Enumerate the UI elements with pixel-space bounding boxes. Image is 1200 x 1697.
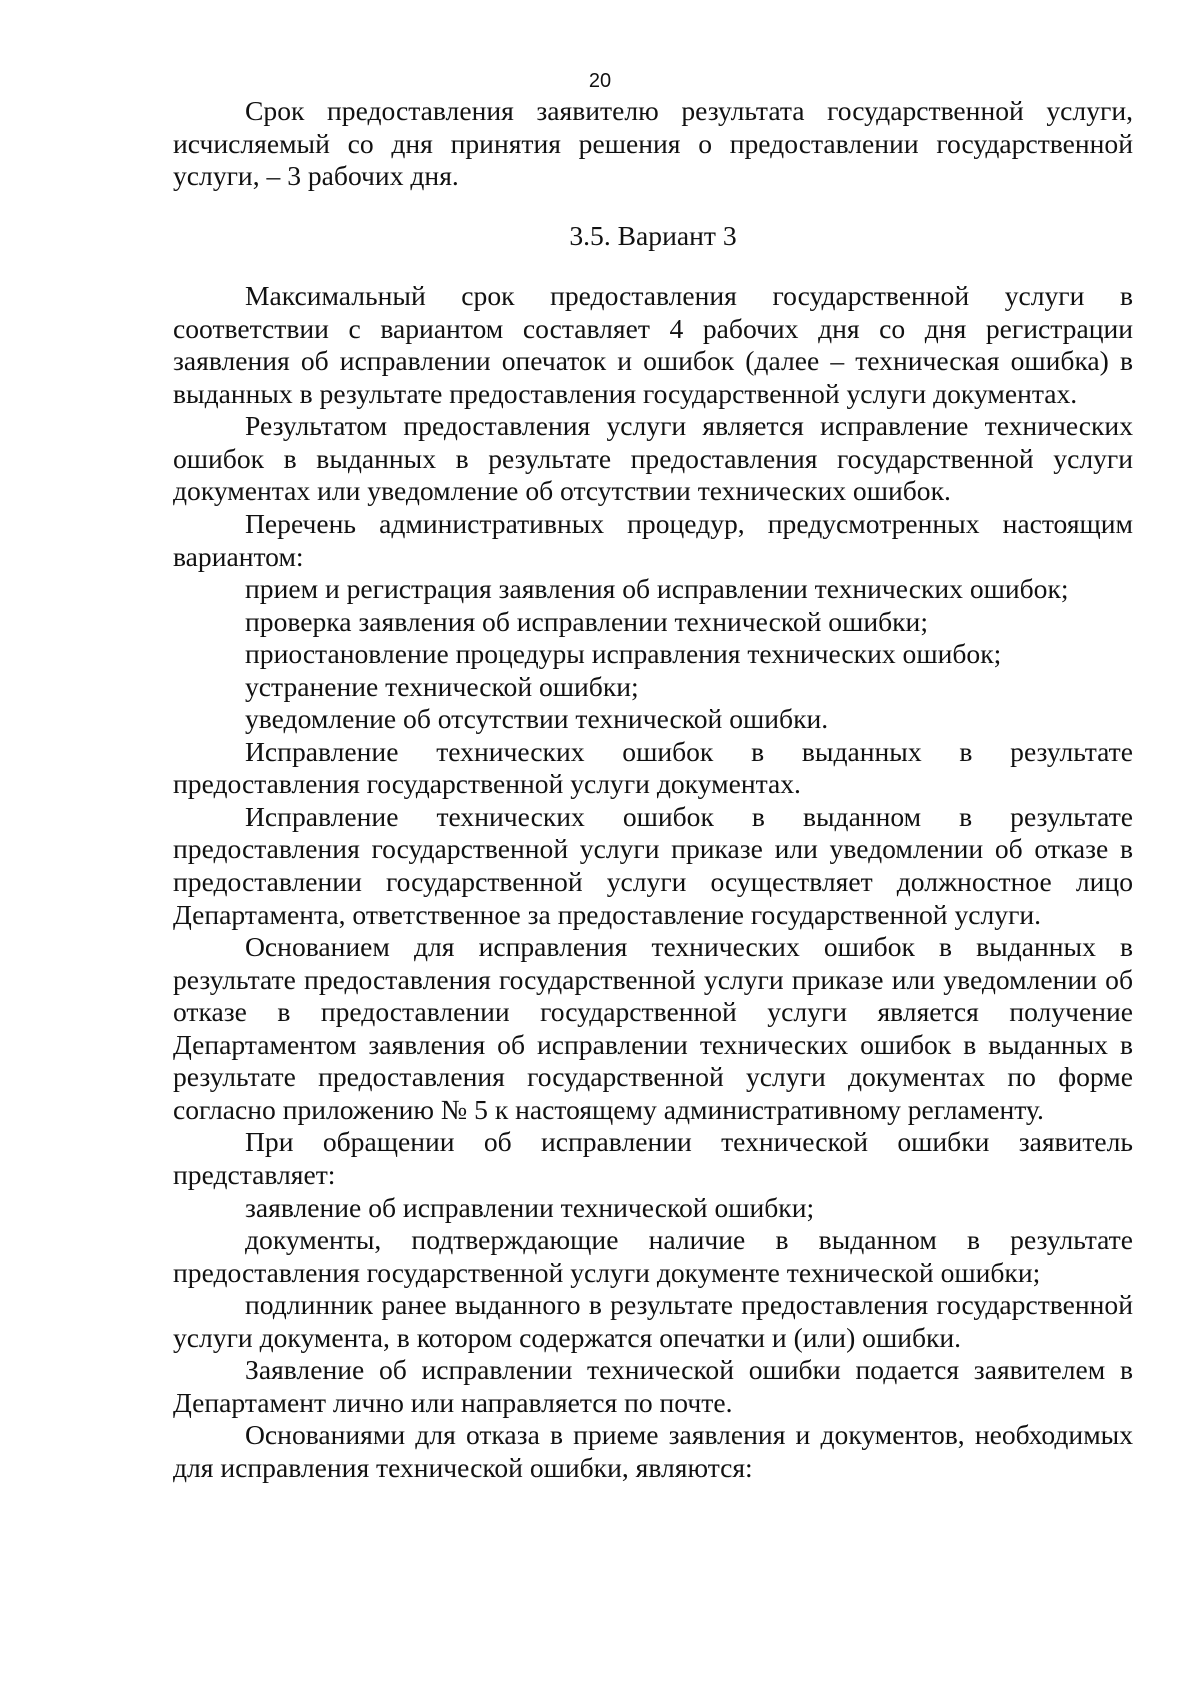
paragraph-procedures-intro: Перечень административных процедур, предусмотренных настоящим вариантом: <box>173 508 1133 572</box>
intro-paragraph: Срок предоставления заявителю результата государственной услуги, исчисляемый со дня принятия решения о предоставлении государственной услуги, – 3 рабочих дня. <box>173 95 1133 192</box>
list-item: приостановление процедуры исправления технических ошибок; <box>245 638 1002 670</box>
list-item: устранение технической ошибки; <box>245 670 639 702</box>
section-title: 3.5. Вариант 3 <box>569 219 737 251</box>
paragraph-max-term: Максимальный срок предоставления государственной услуги в соответствии с вариантом составляет 4 рабочих дня со дня регистрации заявления об исправлении опечаток и ошибок (далее – техническая ошибка) в выданных в результате предоставления государственной услуги документах. <box>173 280 1133 409</box>
list-item: уведомление об отсутствии технической ошибки. <box>245 703 829 735</box>
paragraph-responsible-official: Исправление технических ошибок в выданном в результате предоставления государственной услуги приказе или уведомлении об отказе в предоставлении государственной услуги осуществляет должностное лицо Департамента, ответственное за предоставление государственной услуги. <box>173 800 1133 930</box>
document-body <box>173 95 1133 1484</box>
list-item: документы, подтверждающие наличие в выданном в результате предоставления государственной услуги документе технической ошибки; <box>173 1224 1133 1288</box>
list-item: подлинник ранее выданного в результате предоставления государственной услуги документа, в котором содержатся опечатки и (или) ошибки. <box>173 1289 1133 1353</box>
paragraph-grounds-for-correction: Основанием для исправления технических ошибок в выданных в результате предоставления государственной услуги приказе или уведомлении об отказе в предоставлении государственной услуги является получение Департаментом заявления об исправлении технических ошибок в выданных в результате предоставления государственной услуги документах по форме согласно приложению № 5 к настоящему административному регламенту. <box>173 931 1133 1125</box>
paragraph-applicant-submits: При обращении об исправлении технической ошибки заявитель представляет: <box>173 1126 1133 1190</box>
paragraph-submission-method: Заявление об исправлении технической ошибки подается заявителем в Департамент лично или направляется по почте. <box>173 1354 1133 1418</box>
list-item: прием и регистрация заявления об исправлении технических ошибок; <box>245 573 1069 605</box>
list-item: проверка заявления об исправлении технической ошибки; <box>245 605 928 637</box>
page-number: 20 <box>588 70 612 92</box>
paragraph-correction-heading: Исправление технических ошибок в выданных в результате предоставления государственной услуги документах. <box>173 735 1133 800</box>
paragraph-refusal-grounds: Основаниями для отказа в приеме заявления и документов, необходимых для исправления технической ошибки, являются: <box>173 1419 1133 1483</box>
list-item: заявление об исправлении технической ошибки; <box>245 1191 815 1223</box>
paragraph-result: Результатом предоставления услуги является исправление технических ошибок в выданных в результате предоставления государственной услуги документах или уведомление об отсутствии технических ошибок. <box>173 410 1133 507</box>
